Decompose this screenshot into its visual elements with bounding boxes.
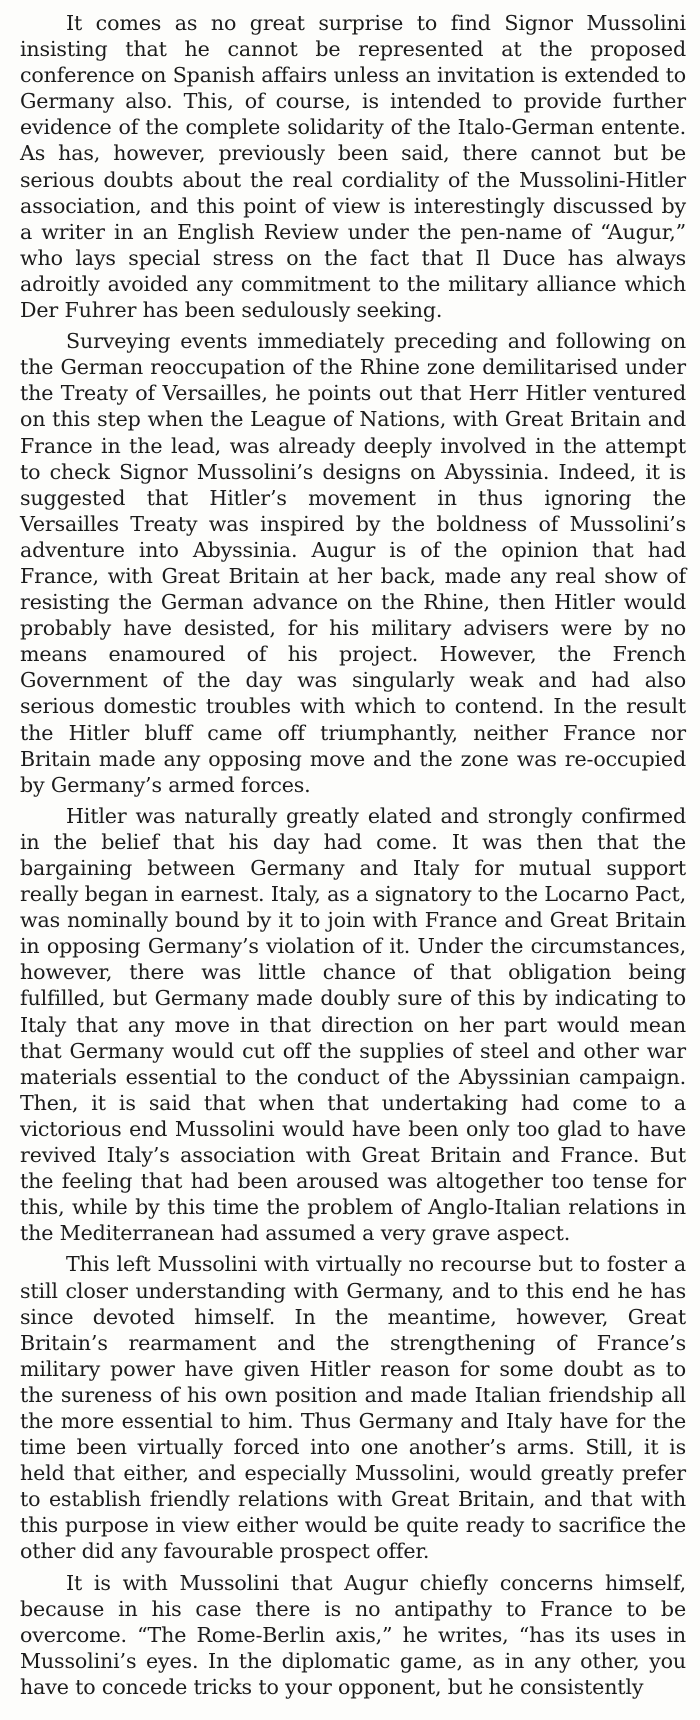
paragraph-3: Hitler was naturally greatly elated and strongly confirmed in the belief that his day had come. It was then that the bargaining between Germany and Italy for mutual support really began in earnest. Italy, as a signatory to the Locarno Pact, was nominally bound by it to join with France and Great Britain in opposing Germany’s violation of it. Under the circumstances, however, there was little chance of that obligation being fulfilled, but Germany made doubly sure of this by indicating to Italy that any move in that direction on her part would mean that Germany would cut off the supplies of steel and other war materials essential to the conduct of the Abyssinian campaign. Then, it is said that when that undertaking had come to a victorious end Mussolini would have been only too glad to have revived Italy’s association with Great Britain and France. But the feeling that had been aroused was altogether too tense for this, while by this time the problem of Anglo-Italian relations in the Mediterranean had assumed a very grave aspect. [20,803,686,1246]
paragraph-1: It comes as no great surprise to find Signor Mussolini insisting that he cannot be represented at the proposed conference on Spanish affairs unless an invitation is extended to Germany also. This, of course, is intended to provide further evidence of the complete solidarity of the Italo-German entente. As has, however, previously been said, there cannot but be serious doubts about the real cordiality of the Mussolini-Hitler association, and this point of view is interestingly discussed by a writer in an English Review under the pen-name of “Augur,” who lays special stress on the fact that Il Duce has always adroitly avoided any commitment to the military alliance which Der Fuhrer has been sedulously seeking. [20,11,686,323]
paragraph-2: Surveying events immediately preceding and following on the German reoccupation of the Rhine zone demilitarised under the Treaty of Versailles, he points out that Herr Hitler ventured on this step when the League of Nations, with Great Britain and France in the lead, was already deeply involved in the attempt to check Signor Mussolini’s designs on Abyssinia. Indeed, it is suggested that Hitler’s movement in thus ignoring the Versailles Treaty was inspired by the boldness of Mussolini’s adventure into Abyssinia. Augur is of the opinion that had France, with Great Britain at her back, made any real show of resisting the German advance on the Rhine, then Hitler would probably have desisted, for his military advisers were by no means enamoured of his project. However, the French Government of the day was singularly weak and had also serious domestic troubles with which to contend. In the result the Hitler bluff came off triumphantly, neither France nor Britain made any opposing move and the zone was re-occupied by Germany’s armed forces. [20,329,686,797]
article-body [20,10,686,1700]
paragraph-4: This left Mussolini with virtually no recourse but to foster a still closer understanding with Germany, and to this end he has since devoted himself. In the meantime, however, Great Britain’s rearmament and the strengthening of France’s military power have given Hitler reason for some doubt as to the sureness of his own position and made Italian friendship all the more essential to him. Thus Germany and Italy have for the time been virtually forced into one another’s arms. Still, it is held that either, and especially Mussolini, would greatly prefer to establish friendly relations with Great Britain, and that with this purpose in view either would be quite ready to sacrifice the other did any favourable prospect offer. [20,1252,686,1564]
paragraph-5: It is with Mussolini that Augur chiefly concerns himself, because in his case there is no antipathy to France to be overcome. “The Rome-Berlin axis,” he writes, “has its uses in Mussolini’s eyes. In the diplomatic game, as in any other, you have to concede tricks to your opponent, but he consistently [20,1570,686,1699]
